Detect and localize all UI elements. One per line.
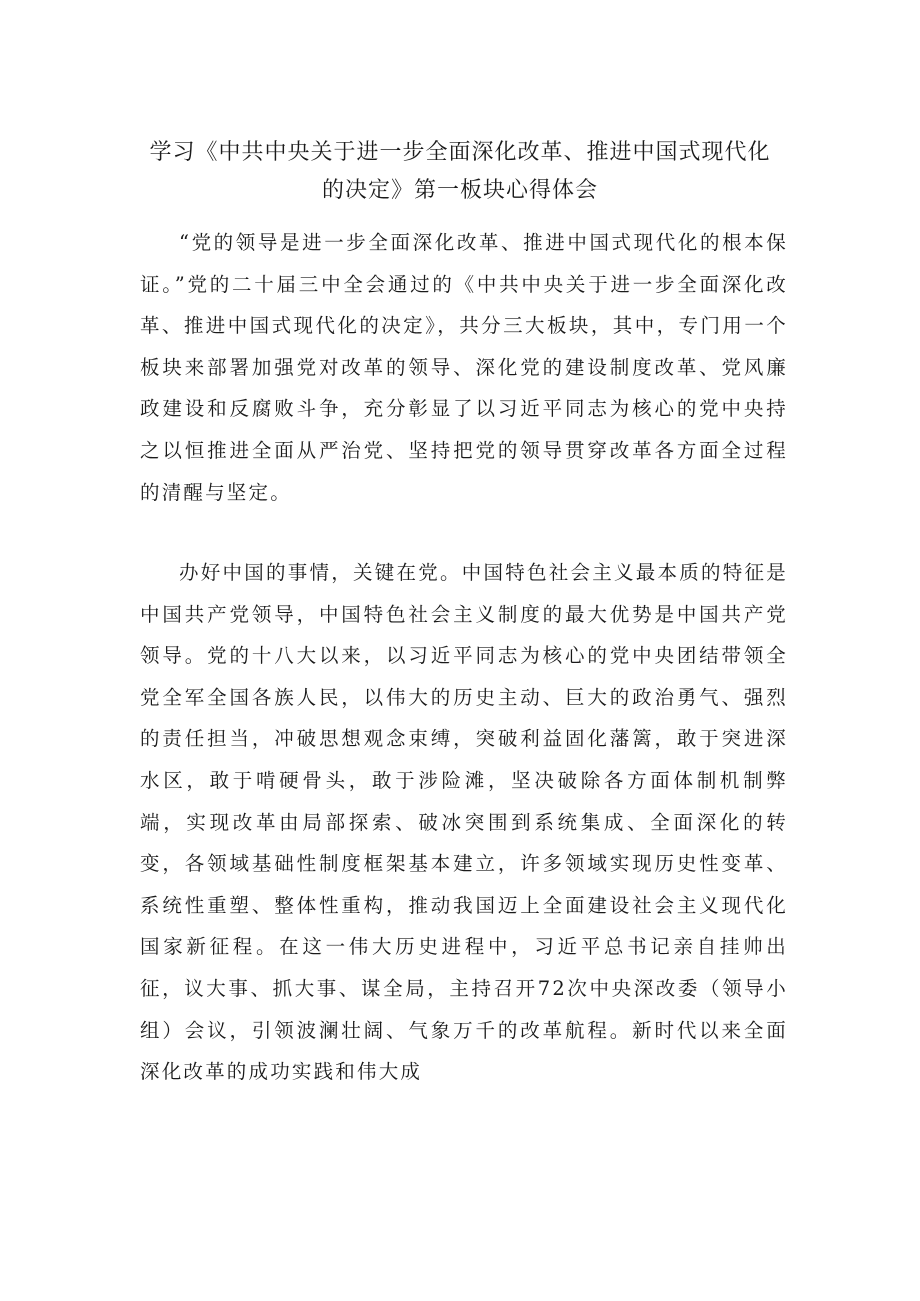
- paragraph-2: 办好中国的事情，关键在党。中国特色社会主义最本质的特征是中国共产党领导，中国特色社会主义制度的最大优势是中国共产党领导。党的十八大以来，以习近平同志为核心的党中央团结带领全党全军全国各族人民，以伟大的历史主动、巨大的政治勇气、强烈的责任担当，冲破思想观念束缚，突破利益固化藩篱，敢于突进深水区，敢于啃硬骨头，敢于涉险滩，坚决破除各方面体制机制弊端，实现改革由局部探索、破冰突围到系统集成、全面深化的转变，各领域基础性制度框架基本建立，许多领域实现历史性变革、系统性重塑、整体性重构，推动我国迈上全面建设社会主义现代化国家新征程。在这一伟大历史进程中，习近平总书记亲自挂帅出征，议大事、抓大事、谋全局，主持召开72次中央深改委（领导小组）会议，引领波澜壮阔、气象万千的改革航程。新时代以来全面深化改革的成功实践和伟大成: [140, 561, 788, 1084]
- paragraph-1: “党的领导是进一步全面深化改革、推进中国式现代化的根本保证。”党的二十届三中全会通过的《中共中央关于进一步全面深化改革、推进中国式现代化的决定》，共分三大板块，其中，专门用一个板块来部署加强党对改革的领导、深化党的建设制度改革、党风廉政建设和反腐败斗争，充分彰显了以习近平同志为核心的党中央持之以恒推进全面从严治党、坚持把党的领导贯穿改革各方面全过程的清醒与坚定。: [140, 231, 788, 504]
- document-title: 学习《中共中央关于进一步全面深化改革、推进中国式现代化的决定》第一板块心得体会: [149, 140, 771, 203]
